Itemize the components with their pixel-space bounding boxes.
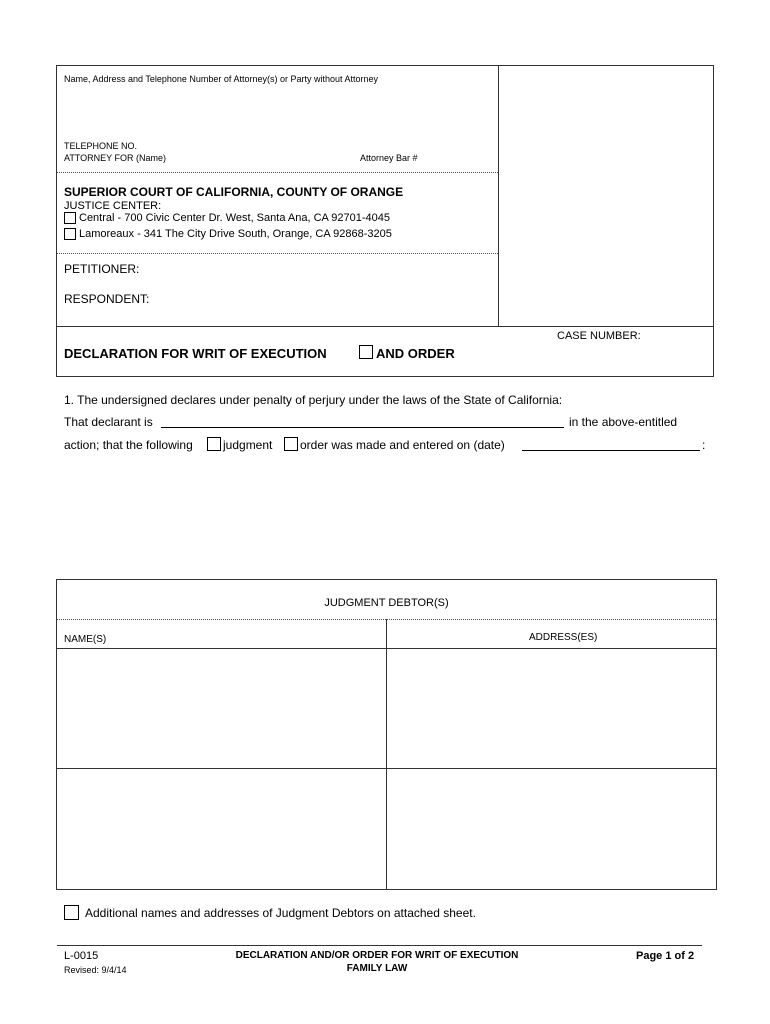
debtors-title: JUDGMENT DEBTOR(S) xyxy=(324,597,449,609)
names-header: NAME(S) xyxy=(64,634,107,645)
divider-court xyxy=(57,253,498,254)
judgment-label: judgment xyxy=(223,438,273,452)
page-number: Page 1 of 2 xyxy=(636,950,695,962)
additional-debtors-checkbox[interactable] xyxy=(64,905,79,920)
respondent-label: RESPONDENT: xyxy=(64,292,150,306)
bar-number-label: Attorney Bar # xyxy=(360,153,418,163)
declaration-line1: 1. The undersigned declares under penalty of perjury under the laws of the State of California: xyxy=(64,393,563,407)
debtor-address-cell-2[interactable] xyxy=(388,770,715,888)
and-order-checkbox[interactable] xyxy=(359,345,373,359)
central-label: Central - 700 Civic Center Dr. West, Santa Ana, CA 92701-4045 xyxy=(79,212,391,224)
lamoreaux-label: Lamoreaux - 341 The City Drive South, Orange, CA 92868-3205 xyxy=(79,228,392,240)
form-title: DECLARATION FOR WRIT OF EXECUTION xyxy=(64,346,327,361)
order-checkbox[interactable] xyxy=(284,437,298,451)
footer-title-line2: FAMILY LAW xyxy=(346,963,408,974)
petitioner-label: PETITIONER: xyxy=(64,262,140,276)
lamoreaux-checkbox[interactable] xyxy=(64,228,76,240)
attorney-for-label: ATTORNEY FOR (Name) xyxy=(64,153,167,163)
attorney-label: Name, Address and Telephone Number of Attorney(s) or Party without Attorney xyxy=(64,74,378,84)
debtor-name-cell-2[interactable] xyxy=(58,770,385,888)
footer-title-line1: DECLARATION AND/OR ORDER FOR WRIT OF EXECUTION xyxy=(235,950,519,961)
date-colon: : xyxy=(702,438,706,452)
and-order-label: AND ORDER xyxy=(376,346,455,361)
footer-rule xyxy=(57,945,702,946)
divider-attorney xyxy=(57,172,498,173)
declarant-suffix: in the above-entitled xyxy=(569,415,678,429)
debtor-address-cell-1[interactable] xyxy=(388,650,715,767)
judgment-checkbox[interactable] xyxy=(207,437,221,451)
justice-center-label: JUSTICE CENTER: xyxy=(64,200,162,212)
case-number-label: CASE NUMBER: xyxy=(557,330,641,342)
divider-parties xyxy=(57,326,714,327)
debtors-column-divider xyxy=(386,619,387,889)
right-column-divider xyxy=(498,65,499,327)
telephone-label: TELEPHONE NO. xyxy=(64,141,138,151)
action-prefix: action; that the following xyxy=(64,438,193,452)
central-checkbox[interactable] xyxy=(64,212,76,224)
court-name: SUPERIOR COURT OF CALIFORNIA, COUNTY OF ORANGE xyxy=(64,185,404,199)
form-number: L-0015 xyxy=(64,950,99,962)
additional-debtors-label: Additional names and addresses of Judgment Debtors on attached sheet. xyxy=(85,906,476,920)
addresses-header: ADDRESS(ES) xyxy=(529,632,598,643)
revised-date: Revised: 9/4/14 xyxy=(64,965,127,975)
order-label: order was made and entered on (date) xyxy=(300,438,505,452)
date-field[interactable] xyxy=(522,450,700,451)
declarant-field[interactable] xyxy=(161,427,564,428)
debtor-name-cell-1[interactable] xyxy=(58,650,385,767)
declarant-prefix: That declarant is xyxy=(64,415,153,429)
